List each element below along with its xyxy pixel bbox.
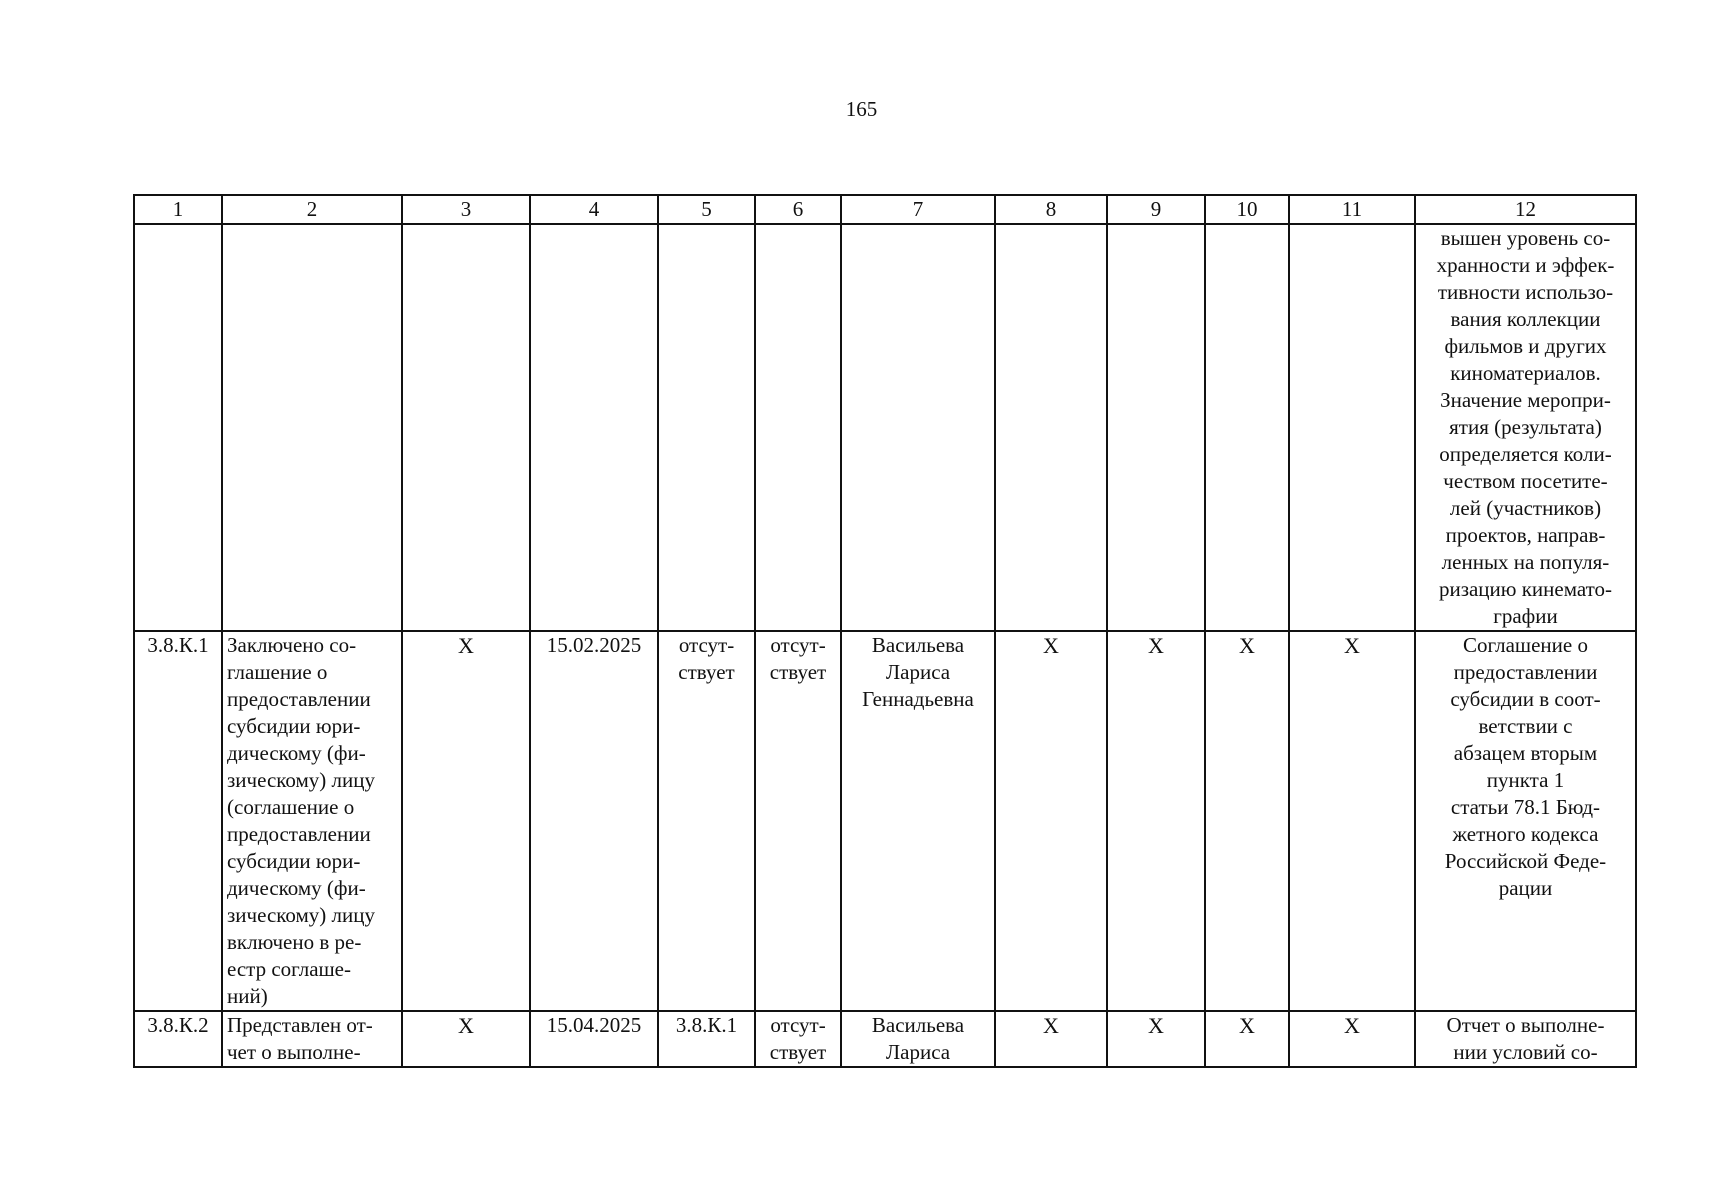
table-row <box>134 631 1636 1011</box>
cell-col3: Х <box>402 631 530 1011</box>
cell-col3 <box>402 224 530 631</box>
table-row <box>134 1011 1636 1067</box>
column-header: 11 <box>1289 195 1415 224</box>
table-row <box>134 224 1636 631</box>
column-header: 2 <box>222 195 402 224</box>
cell-col6: отсут- ствует <box>755 631 841 1011</box>
column-header: 5 <box>658 195 755 224</box>
cell-col11: Х <box>1289 631 1415 1011</box>
column-header: 10 <box>1205 195 1289 224</box>
cell-result: вышен уровень со- хранности и эффек- тивности использо- вания коллекции фильмов и других киноматериалов. Значение меропри- ятия (результата) определяется коли- чеством посетите- лей (участников) проектов, направ- ленных на популя- ризацию кинемато- графии <box>1415 224 1636 631</box>
cell-col5 <box>658 224 755 631</box>
cell-responsible <box>841 224 995 631</box>
cell-col8: Х <box>995 631 1107 1011</box>
cell-responsible: Васильева Лариса Геннадьевна <box>841 631 995 1011</box>
cell-date: 15.02.2025 <box>530 631 658 1011</box>
cell-col5: отсут- ствует <box>658 631 755 1011</box>
cell-code: 3.8.К.2 <box>134 1011 222 1067</box>
cell-code: 3.8.К.1 <box>134 631 222 1011</box>
cell-col9 <box>1107 224 1205 631</box>
cell-col3: Х <box>402 1011 530 1067</box>
cell-col10 <box>1205 224 1289 631</box>
cell-col8: Х <box>995 1011 1107 1067</box>
cell-description <box>222 224 402 631</box>
cell-code <box>134 224 222 631</box>
cell-responsible: Васильева Лариса <box>841 1011 995 1067</box>
cell-col6: отсут- ствует <box>755 1011 841 1067</box>
cell-col8 <box>995 224 1107 631</box>
cell-result: Отчет о выполне- нии условий со- <box>1415 1011 1636 1067</box>
cell-date: 15.04.2025 <box>530 1011 658 1067</box>
cell-col9: Х <box>1107 631 1205 1011</box>
column-header: 1 <box>134 195 222 224</box>
cell-description: Заключено со- глашение о предоставлении субсидии юри- дическому (фи- зическому) лицу (соглашение о предоставлении субсидии юри- дическому (фи- зическому) лицу включено в ре- естр соглаше- ний) <box>222 631 402 1011</box>
column-number-row <box>134 195 1636 224</box>
cell-col10: Х <box>1205 1011 1289 1067</box>
page-number: 165 <box>845 97 878 121</box>
cell-description: Представлен от- чет о выполне- <box>222 1011 402 1067</box>
column-header: 12 <box>1415 195 1636 224</box>
plan-table <box>133 194 1637 1068</box>
cell-date <box>530 224 658 631</box>
cell-col11: Х <box>1289 1011 1415 1067</box>
cell-result: Соглашение о предоставлении субсидии в соот- ветствии с абзацем вторым пункта 1 статьи 78.1 Бюд- жетного кодекса Российской Феде- рации <box>1415 631 1636 1011</box>
cell-col11 <box>1289 224 1415 631</box>
column-header: 9 <box>1107 195 1205 224</box>
column-header: 3 <box>402 195 530 224</box>
column-header: 7 <box>841 195 995 224</box>
column-header: 4 <box>530 195 658 224</box>
cell-col5: 3.8.К.1 <box>658 1011 755 1067</box>
cell-col9: Х <box>1107 1011 1205 1067</box>
column-header: 6 <box>755 195 841 224</box>
cell-col10: Х <box>1205 631 1289 1011</box>
cell-col6 <box>755 224 841 631</box>
column-header: 8 <box>995 195 1107 224</box>
